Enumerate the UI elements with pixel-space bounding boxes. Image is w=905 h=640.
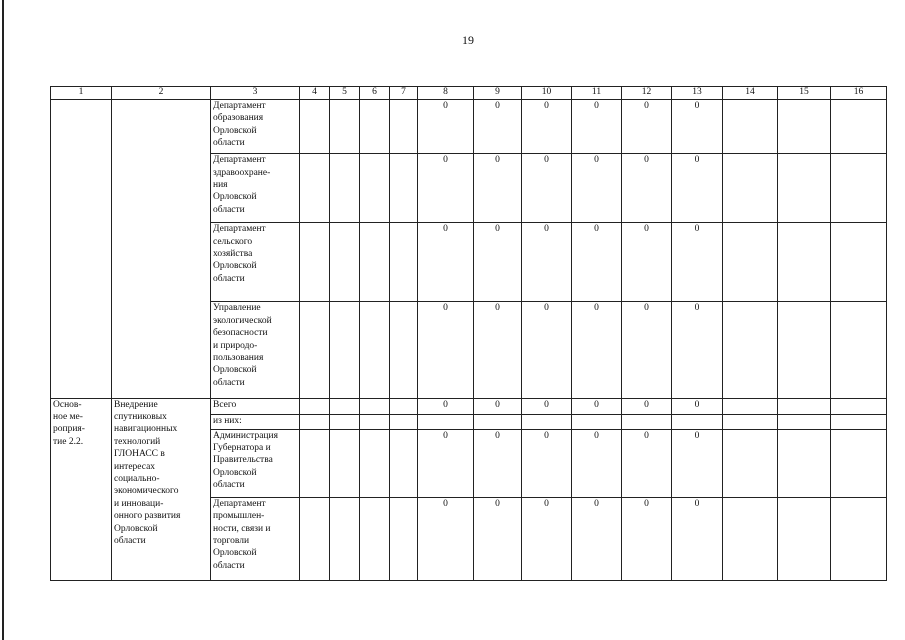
value-cell: 0 xyxy=(622,302,672,398)
empty-cell xyxy=(723,429,778,497)
description-cell-line: навигационных xyxy=(114,424,178,435)
empty-cell xyxy=(330,223,360,302)
organization-cell-line: Департамент xyxy=(213,155,266,166)
value-cell: 0 xyxy=(522,398,572,414)
table-row xyxy=(51,100,887,154)
column-header: 15 xyxy=(778,87,831,100)
description-cell-line: экономического xyxy=(114,486,179,497)
description-cell-empty xyxy=(112,100,211,399)
empty-cell xyxy=(572,414,622,429)
organization-cell-line: хозяйства xyxy=(213,249,253,260)
value-cell: 0 xyxy=(418,497,474,580)
empty-cell xyxy=(831,223,887,302)
organization-cell-line: и природо- xyxy=(213,340,258,351)
empty-cell xyxy=(778,223,831,302)
empty-cell xyxy=(390,154,418,223)
organization-cell-line: Департамент xyxy=(213,224,266,235)
organization-cell-line: образования xyxy=(213,113,264,124)
empty-cell xyxy=(418,414,474,429)
empty-cell xyxy=(778,100,831,154)
empty-cell xyxy=(723,414,778,429)
value-cell: 0 xyxy=(622,223,672,302)
column-header: 16 xyxy=(831,87,887,100)
organization-cell-line: Орловской xyxy=(213,125,257,136)
column-header: 8 xyxy=(418,87,474,100)
empty-cell xyxy=(300,302,330,398)
value-cell: 0 xyxy=(418,302,474,398)
measure-cell-line: Основ- xyxy=(53,399,82,410)
empty-cell xyxy=(330,100,360,154)
value-cell: 0 xyxy=(672,100,723,154)
column-header: 14 xyxy=(723,87,778,100)
empty-cell xyxy=(330,398,360,414)
description-cell-line: Орловской xyxy=(114,523,158,534)
description-cell xyxy=(112,398,211,580)
description-cell-line: социально- xyxy=(114,474,160,485)
empty-cell xyxy=(778,302,831,398)
organization-cell-line: области xyxy=(213,377,245,388)
organization-cell xyxy=(211,429,300,497)
empty-cell xyxy=(831,429,887,497)
empty-cell xyxy=(390,223,418,302)
empty-cell xyxy=(522,414,572,429)
value-cell: 0 xyxy=(418,429,474,497)
empty-cell xyxy=(360,398,390,414)
value-cell: 0 xyxy=(672,398,723,414)
value-cell: 0 xyxy=(672,154,723,223)
empty-cell xyxy=(778,497,831,580)
empty-cell xyxy=(330,302,360,398)
empty-cell xyxy=(360,429,390,497)
empty-cell xyxy=(831,497,887,580)
empty-cell xyxy=(831,154,887,223)
empty-cell xyxy=(300,100,330,154)
column-header: 6 xyxy=(360,87,390,100)
empty-cell xyxy=(831,398,887,414)
organization-cell-line: области xyxy=(213,560,245,571)
empty-cell xyxy=(723,223,778,302)
page-number: 19 xyxy=(462,33,474,47)
empty-cell xyxy=(390,429,418,497)
organization-cell-line: ности, связи и xyxy=(213,523,271,534)
value-cell: 0 xyxy=(672,497,723,580)
organization-cell-line: области xyxy=(213,138,245,149)
organization-cell-line: Правительства xyxy=(213,455,273,466)
organization-cell-line: пользования xyxy=(213,353,264,364)
value-cell: 0 xyxy=(474,154,522,223)
total-label: Всего xyxy=(211,398,300,414)
organization-cell-line: промышлен- xyxy=(213,511,265,522)
organization-cell xyxy=(211,154,300,223)
column-header: 12 xyxy=(622,87,672,100)
value-cell: 0 xyxy=(522,100,572,154)
value-cell: 0 xyxy=(474,429,522,497)
empty-cell xyxy=(330,497,360,580)
empty-cell xyxy=(300,398,330,414)
empty-cell xyxy=(360,302,390,398)
empty-cell xyxy=(360,223,390,302)
value-cell: 0 xyxy=(572,302,622,398)
organization-cell-line: безопасности xyxy=(213,328,268,339)
value-cell: 0 xyxy=(672,223,723,302)
empty-cell xyxy=(390,497,418,580)
organization-cell xyxy=(211,100,300,154)
value-cell: 0 xyxy=(418,154,474,223)
value-cell: 0 xyxy=(522,223,572,302)
column-header: 3 xyxy=(211,87,300,100)
organization-cell-line: области xyxy=(213,480,245,491)
empty-cell xyxy=(723,497,778,580)
empty-cell xyxy=(622,414,672,429)
value-cell: 0 xyxy=(474,497,522,580)
organization-cell-line: Орловской xyxy=(213,261,257,272)
value-cell: 0 xyxy=(522,497,572,580)
organization-cell-line: Орловской xyxy=(213,548,257,559)
empty-cell xyxy=(474,414,522,429)
organization-cell xyxy=(211,302,300,398)
subheader-label: из них: xyxy=(211,414,300,429)
value-cell: 0 xyxy=(474,100,522,154)
empty-cell xyxy=(360,154,390,223)
value-cell: 0 xyxy=(622,154,672,223)
measure-cell-empty xyxy=(51,100,112,399)
value-cell: 0 xyxy=(572,154,622,223)
empty-cell xyxy=(300,497,330,580)
column-header: 2 xyxy=(112,87,211,100)
empty-cell xyxy=(330,154,360,223)
value-cell: 0 xyxy=(474,398,522,414)
organization-cell-line: Орловской xyxy=(213,365,257,376)
column-header: 7 xyxy=(390,87,418,100)
description-cell-line: интересах xyxy=(114,461,156,472)
budget-table xyxy=(50,86,887,581)
empty-cell xyxy=(778,398,831,414)
organization-cell-line: здравоохране- xyxy=(213,167,271,178)
column-header: 1 xyxy=(51,87,112,100)
empty-cell xyxy=(723,302,778,398)
empty-cell xyxy=(360,100,390,154)
value-cell: 0 xyxy=(474,302,522,398)
empty-cell xyxy=(778,429,831,497)
organization-cell-line: сельского xyxy=(213,236,253,247)
empty-cell xyxy=(330,414,360,429)
empty-cell xyxy=(300,223,330,302)
empty-cell xyxy=(360,414,390,429)
measure-cell-line: тие 2.2. xyxy=(53,436,84,447)
empty-cell xyxy=(300,414,330,429)
page-left-edge xyxy=(2,0,4,640)
organization-cell-line: Губернатора и xyxy=(213,443,271,454)
empty-cell xyxy=(723,398,778,414)
column-header: 11 xyxy=(572,87,622,100)
organization-cell xyxy=(211,223,300,302)
value-cell: 0 xyxy=(622,429,672,497)
value-cell: 0 xyxy=(672,302,723,398)
empty-cell xyxy=(778,154,831,223)
column-header: 9 xyxy=(474,87,522,100)
organization-cell xyxy=(211,497,300,580)
empty-cell xyxy=(360,497,390,580)
empty-cell xyxy=(831,414,887,429)
empty-cell xyxy=(672,414,723,429)
column-header: 5 xyxy=(330,87,360,100)
value-cell: 0 xyxy=(622,497,672,580)
empty-cell xyxy=(390,398,418,414)
value-cell: 0 xyxy=(572,497,622,580)
empty-cell xyxy=(723,100,778,154)
description-cell-line: и инноваци- xyxy=(114,498,164,509)
value-cell: 0 xyxy=(474,223,522,302)
description-cell-line: ГЛОНАСС в xyxy=(114,449,165,460)
empty-cell xyxy=(778,414,831,429)
column-header: 13 xyxy=(672,87,723,100)
value-cell: 0 xyxy=(522,302,572,398)
organization-cell-line: торговли xyxy=(213,535,250,546)
description-cell-line: онного развития xyxy=(114,511,181,522)
value-cell: 0 xyxy=(572,429,622,497)
empty-cell xyxy=(723,154,778,223)
value-cell: 0 xyxy=(522,429,572,497)
column-header: 10 xyxy=(522,87,572,100)
total-row xyxy=(51,398,887,414)
value-cell: 0 xyxy=(622,398,672,414)
measure-cell-line: роприя- xyxy=(53,424,85,435)
value-cell: 0 xyxy=(418,223,474,302)
empty-cell xyxy=(300,429,330,497)
value-cell: 0 xyxy=(418,100,474,154)
description-cell-line: технологий xyxy=(114,436,161,447)
organization-cell-line: Департамент xyxy=(213,498,266,509)
organization-cell-line: области xyxy=(213,273,245,284)
empty-cell xyxy=(330,429,360,497)
organization-cell-line: ния xyxy=(213,179,228,190)
value-cell: 0 xyxy=(572,223,622,302)
description-cell-line: Внедрение xyxy=(114,399,158,410)
value-cell: 0 xyxy=(522,154,572,223)
value-cell: 0 xyxy=(572,100,622,154)
empty-cell xyxy=(831,100,887,154)
column-header: 4 xyxy=(300,87,330,100)
value-cell: 0 xyxy=(418,398,474,414)
value-cell: 0 xyxy=(622,100,672,154)
value-cell: 0 xyxy=(572,398,622,414)
organization-cell-line: экологической xyxy=(213,315,272,326)
empty-cell xyxy=(390,100,418,154)
measure-cell xyxy=(51,398,112,580)
organization-cell-line: Орловской xyxy=(213,467,257,478)
empty-cell xyxy=(300,154,330,223)
empty-cell xyxy=(390,302,418,398)
organization-cell-line: Департамент xyxy=(213,101,266,112)
organization-cell-line: Управление xyxy=(213,303,261,314)
description-cell-line: области xyxy=(114,536,146,547)
measure-cell-line: ное ме- xyxy=(53,412,83,422)
organization-cell-line: Администрация xyxy=(213,430,278,441)
empty-cell xyxy=(831,302,887,398)
value-cell: 0 xyxy=(672,429,723,497)
column-number-row xyxy=(51,87,887,100)
description-cell-line: спутниковых xyxy=(114,412,167,422)
empty-cell xyxy=(390,414,418,429)
organization-cell-line: области xyxy=(213,204,245,215)
organization-cell-line: Орловской xyxy=(213,192,257,203)
